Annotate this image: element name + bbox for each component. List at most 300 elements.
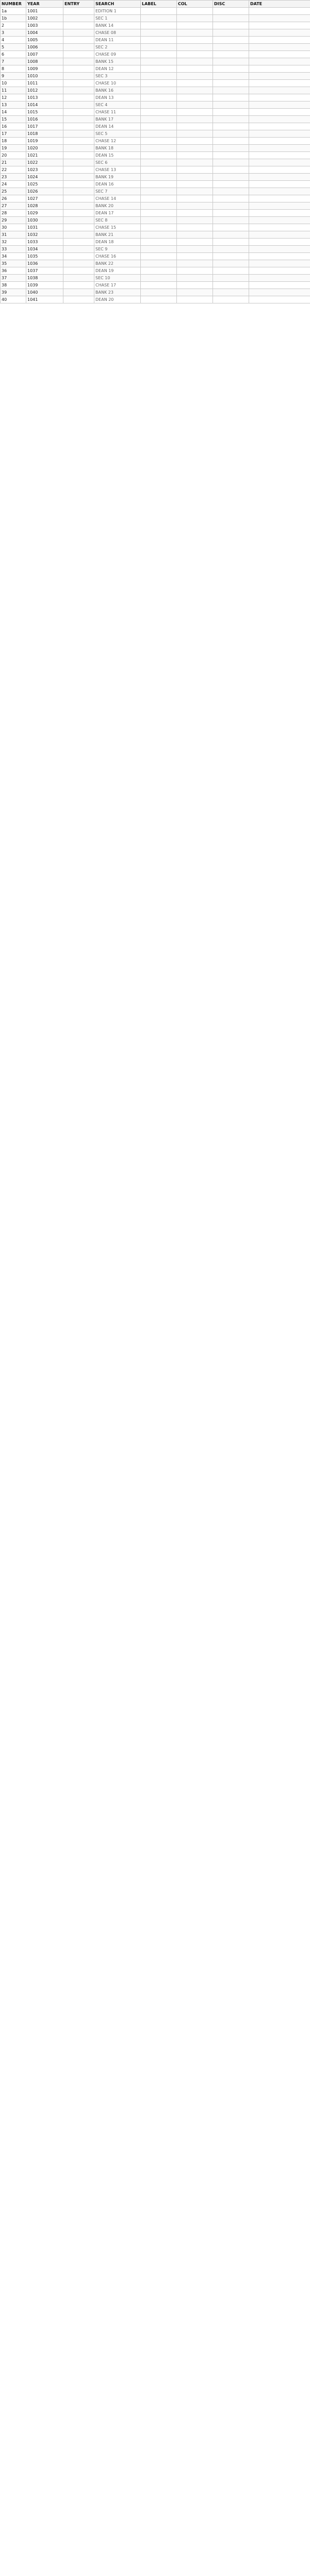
table-cell: [249, 239, 310, 246]
table-cell: [213, 224, 249, 231]
table-cell: [141, 253, 177, 260]
table-cell: [213, 188, 249, 195]
table-cell: 1b: [1, 15, 26, 22]
table-cell: [213, 246, 249, 253]
table-cell: [213, 80, 249, 87]
table-cell: [213, 29, 249, 37]
table-row: [1, 145, 310, 152]
table-cell: CHASE 15: [94, 224, 141, 231]
table-cell: [141, 188, 177, 195]
table-cell: SEC 4: [94, 101, 141, 109]
table-cell: [249, 296, 310, 303]
table-cell: 32: [1, 239, 26, 246]
table-cell: [63, 130, 94, 138]
table-cell: [177, 282, 213, 289]
table-cell: [249, 181, 310, 188]
table-cell: [249, 22, 310, 29]
table-cell: [141, 239, 177, 246]
table-row: [1, 22, 310, 29]
table-cell: [63, 289, 94, 296]
table-cell: [249, 210, 310, 217]
table-cell: [249, 51, 310, 58]
table-cell: 18: [1, 138, 26, 145]
table-cell: 33: [1, 246, 26, 253]
table-cell: [63, 109, 94, 116]
table-cell: 1002: [26, 15, 63, 22]
table-row: [1, 210, 310, 217]
table-row: [1, 188, 310, 195]
table-cell: [213, 296, 249, 303]
table-cell: [213, 109, 249, 116]
table-cell: [177, 123, 213, 130]
table-cell: DEAN 11: [94, 37, 141, 44]
table-cell: [141, 275, 177, 282]
table-cell: CHASE 10: [94, 80, 141, 87]
table-cell: [63, 80, 94, 87]
table-cell: 1013: [26, 94, 63, 101]
table-cell: SEC 9: [94, 246, 141, 253]
table-cell: [177, 8, 213, 15]
table-cell: [213, 94, 249, 101]
table-cell: 1018: [26, 130, 63, 138]
table-cell: [177, 159, 213, 166]
table-cell: CHASE 13: [94, 166, 141, 174]
table-cell: [63, 94, 94, 101]
table-cell: [141, 152, 177, 159]
table-cell: 1039: [26, 282, 63, 289]
table-cell: 1036: [26, 260, 63, 267]
table-cell: 26: [1, 195, 26, 202]
table-cell: SEC 7: [94, 188, 141, 195]
table-cell: [213, 253, 249, 260]
table-cell: [141, 296, 177, 303]
table-cell: [249, 217, 310, 224]
column-header: DATE: [249, 1, 310, 8]
table-cell: [141, 159, 177, 166]
table-cell: [249, 116, 310, 123]
table-cell: [141, 289, 177, 296]
table-row: [1, 29, 310, 37]
table-cell: [141, 282, 177, 289]
table-cell: 1031: [26, 224, 63, 231]
table-cell: [177, 231, 213, 239]
table-cell: 1028: [26, 202, 63, 210]
table-cell: 1016: [26, 116, 63, 123]
table-row: [1, 15, 310, 22]
table-cell: 7: [1, 58, 26, 65]
table-cell: 1001: [26, 8, 63, 15]
table-cell: [249, 94, 310, 101]
table-cell: SEC 10: [94, 275, 141, 282]
table-row: [1, 202, 310, 210]
table-cell: [63, 159, 94, 166]
table-cell: 1007: [26, 51, 63, 58]
table-cell: [141, 181, 177, 188]
table-cell: 1019: [26, 138, 63, 145]
table-cell: [141, 44, 177, 51]
table-row: [1, 80, 310, 87]
table-cell: 1011: [26, 80, 63, 87]
table-cell: [177, 15, 213, 22]
table-cell: [213, 217, 249, 224]
table-cell: [213, 174, 249, 181]
table-cell: 17: [1, 130, 26, 138]
table-cell: [177, 210, 213, 217]
table-cell: [177, 80, 213, 87]
table-cell: [249, 37, 310, 44]
table-cell: [249, 65, 310, 73]
table-cell: BANK 23: [94, 289, 141, 296]
table-cell: 1021: [26, 152, 63, 159]
table-cell: 6: [1, 51, 26, 58]
table-cell: 2: [1, 22, 26, 29]
table-cell: [63, 37, 94, 44]
table-cell: [141, 145, 177, 152]
table-cell: [63, 116, 94, 123]
table-cell: [141, 80, 177, 87]
table-cell: [141, 224, 177, 231]
table-cell: CHASE 14: [94, 195, 141, 202]
table-cell: [213, 202, 249, 210]
table-cell: [63, 253, 94, 260]
table-cell: [63, 275, 94, 282]
table-row: [1, 109, 310, 116]
table-cell: [249, 101, 310, 109]
table-cell: 1040: [26, 289, 63, 296]
table-cell: 25: [1, 188, 26, 195]
table-cell: 9: [1, 73, 26, 80]
table-cell: SEC 2: [94, 44, 141, 51]
table-row: [1, 296, 310, 303]
table-cell: [213, 145, 249, 152]
table-cell: [213, 73, 249, 80]
table-cell: [63, 73, 94, 80]
table-cell: [177, 188, 213, 195]
table-cell: [249, 58, 310, 65]
table-cell: [177, 51, 213, 58]
table-cell: 35: [1, 260, 26, 267]
table-cell: [63, 138, 94, 145]
table-cell: 1015: [26, 109, 63, 116]
table-cell: 1025: [26, 181, 63, 188]
table-cell: [141, 29, 177, 37]
table-cell: DEAN 19: [94, 267, 141, 275]
table-cell: EDITION 1: [94, 8, 141, 15]
table-cell: 30: [1, 224, 26, 231]
table-cell: [141, 231, 177, 239]
table-cell: CHASE 08: [94, 29, 141, 37]
table-cell: [249, 87, 310, 94]
table-cell: BANK 22: [94, 260, 141, 267]
table-cell: [141, 202, 177, 210]
table-cell: CHASE 17: [94, 282, 141, 289]
table-header-row: [1, 1, 310, 8]
table-cell: 1020: [26, 145, 63, 152]
table-cell: [249, 130, 310, 138]
table-cell: [177, 202, 213, 210]
table-cell: SEC 3: [94, 73, 141, 80]
table-cell: [63, 51, 94, 58]
table-cell: DEAN 16: [94, 181, 141, 188]
table-cell: [63, 181, 94, 188]
table-cell: [249, 29, 310, 37]
table-cell: [63, 8, 94, 15]
table-cell: [141, 94, 177, 101]
table-cell: 1003: [26, 22, 63, 29]
table-cell: [177, 260, 213, 267]
table-cell: SEC 6: [94, 159, 141, 166]
table-cell: [213, 15, 249, 22]
table-cell: [141, 138, 177, 145]
table-cell: 1035: [26, 253, 63, 260]
table-cell: [63, 267, 94, 275]
table-cell: DEAN 13: [94, 94, 141, 101]
table-row: [1, 246, 310, 253]
table-cell: [63, 174, 94, 181]
table-row: [1, 239, 310, 246]
table-cell: [63, 296, 94, 303]
table-cell: 4: [1, 37, 26, 44]
table-cell: 1033: [26, 239, 63, 246]
column-header: YEAR: [26, 1, 63, 8]
table-cell: 1024: [26, 174, 63, 181]
table-row: [1, 44, 310, 51]
table-cell: DEAN 17: [94, 210, 141, 217]
table-cell: 1009: [26, 65, 63, 73]
table-cell: [141, 73, 177, 80]
table-cell: BANK 14: [94, 22, 141, 29]
table-cell: [249, 80, 310, 87]
table-cell: [213, 44, 249, 51]
table-cell: DEAN 15: [94, 152, 141, 159]
table-row: [1, 174, 310, 181]
table-cell: 34: [1, 253, 26, 260]
table-cell: [213, 22, 249, 29]
table-cell: 12: [1, 94, 26, 101]
table-cell: 1030: [26, 217, 63, 224]
table-cell: 3: [1, 29, 26, 37]
table-cell: [249, 138, 310, 145]
table-cell: [249, 152, 310, 159]
column-header: DISC: [213, 1, 249, 8]
table-cell: [213, 130, 249, 138]
table-cell: [63, 231, 94, 239]
table-cell: [249, 166, 310, 174]
table-row: [1, 282, 310, 289]
table-cell: [177, 181, 213, 188]
table-cell: [141, 116, 177, 123]
table-cell: [249, 44, 310, 51]
table-row: [1, 260, 310, 267]
table-row: [1, 37, 310, 44]
table-cell: [63, 202, 94, 210]
table-cell: [141, 210, 177, 217]
table-cell: [177, 29, 213, 37]
table-cell: [63, 101, 94, 109]
table-cell: 24: [1, 181, 26, 188]
table-cell: 1004: [26, 29, 63, 37]
table-cell: [213, 260, 249, 267]
table-cell: DEAN 14: [94, 123, 141, 130]
table-cell: [213, 51, 249, 58]
table-row: [1, 289, 310, 296]
table-cell: [177, 275, 213, 282]
table-cell: BANK 19: [94, 174, 141, 181]
table-cell: [177, 22, 213, 29]
table-cell: [141, 22, 177, 29]
table-cell: [177, 246, 213, 253]
table-cell: CHASE 11: [94, 109, 141, 116]
table-cell: [141, 87, 177, 94]
table-cell: [249, 15, 310, 22]
table-cell: [63, 210, 94, 217]
table-cell: [213, 58, 249, 65]
table-cell: [63, 188, 94, 195]
table-cell: [63, 65, 94, 73]
table-cell: [249, 253, 310, 260]
table-cell: 1032: [26, 231, 63, 239]
column-header: LABEL: [141, 1, 177, 8]
table-cell: [249, 231, 310, 239]
table-cell: [177, 174, 213, 181]
table-row: [1, 116, 310, 123]
table-row: [1, 253, 310, 260]
table-cell: [141, 166, 177, 174]
table-cell: BANK 16: [94, 87, 141, 94]
table-cell: [63, 239, 94, 246]
table-cell: 23: [1, 174, 26, 181]
table-cell: [249, 224, 310, 231]
table-row: [1, 123, 310, 130]
table-row: [1, 130, 310, 138]
table-cell: 1008: [26, 58, 63, 65]
table-cell: BANK 21: [94, 231, 141, 239]
table-cell: DEAN 20: [94, 296, 141, 303]
table-cell: 8: [1, 65, 26, 73]
table-cell: [63, 145, 94, 152]
table-cell: [249, 246, 310, 253]
table-cell: [213, 116, 249, 123]
table-cell: 13: [1, 101, 26, 109]
table-cell: [249, 275, 310, 282]
table-cell: [213, 166, 249, 174]
table-cell: [213, 289, 249, 296]
table-cell: [213, 123, 249, 130]
column-header: COL: [177, 1, 213, 8]
table-cell: 19: [1, 145, 26, 152]
table-cell: [63, 217, 94, 224]
table-row: [1, 51, 310, 58]
table-cell: 29: [1, 217, 26, 224]
table-cell: 14: [1, 109, 26, 116]
table-cell: [141, 58, 177, 65]
table-cell: [249, 8, 310, 15]
table-cell: 1010: [26, 73, 63, 80]
table-cell: [177, 289, 213, 296]
table-row: [1, 231, 310, 239]
table-row: [1, 195, 310, 202]
column-header: SEARCH: [94, 1, 141, 8]
table-cell: [63, 166, 94, 174]
table-cell: 20: [1, 152, 26, 159]
table-cell: [141, 65, 177, 73]
table-cell: [141, 8, 177, 15]
table-cell: [63, 123, 94, 130]
table-cell: [177, 145, 213, 152]
table-row: [1, 8, 310, 15]
table-cell: [177, 58, 213, 65]
records-table: [0, 0, 310, 303]
table-cell: [141, 15, 177, 22]
table-cell: [63, 87, 94, 94]
table-cell: 1038: [26, 275, 63, 282]
table-cell: [249, 73, 310, 80]
table-cell: [249, 188, 310, 195]
table-cell: 5: [1, 44, 26, 51]
table-cell: [141, 109, 177, 116]
table-cell: [177, 253, 213, 260]
table-cell: [177, 87, 213, 94]
table-cell: [213, 159, 249, 166]
table-cell: 1026: [26, 188, 63, 195]
table-cell: [177, 109, 213, 116]
table-cell: 1027: [26, 195, 63, 202]
table-cell: [177, 296, 213, 303]
table-cell: [249, 282, 310, 289]
column-header: NUMBER: [1, 1, 26, 8]
table-cell: [63, 58, 94, 65]
table-cell: CHASE 09: [94, 51, 141, 58]
table-cell: [177, 116, 213, 123]
table-cell: 37: [1, 275, 26, 282]
table-row: [1, 138, 310, 145]
table-cell: [249, 123, 310, 130]
table-cell: 21: [1, 159, 26, 166]
table-cell: 1014: [26, 101, 63, 109]
table-cell: [177, 166, 213, 174]
table-cell: [213, 65, 249, 73]
table-cell: [177, 195, 213, 202]
table-cell: [177, 94, 213, 101]
table-cell: [177, 239, 213, 246]
table-cell: 1006: [26, 44, 63, 51]
table-cell: [177, 37, 213, 44]
table-cell: [213, 267, 249, 275]
table-cell: [249, 159, 310, 166]
table-cell: [177, 44, 213, 51]
table-cell: 38: [1, 282, 26, 289]
table-cell: SEC 8: [94, 217, 141, 224]
table-cell: 1023: [26, 166, 63, 174]
table-cell: 1022: [26, 159, 63, 166]
table-cell: [213, 8, 249, 15]
table-cell: CHASE 12: [94, 138, 141, 145]
table-cell: 40: [1, 296, 26, 303]
table-row: [1, 94, 310, 101]
table-cell: 1012: [26, 87, 63, 94]
table-cell: [213, 210, 249, 217]
table-row: [1, 65, 310, 73]
table-cell: [63, 282, 94, 289]
table-cell: [141, 195, 177, 202]
table-cell: [249, 109, 310, 116]
table-row: [1, 58, 310, 65]
table-cell: [63, 224, 94, 231]
table-cell: [63, 29, 94, 37]
table-cell: [63, 246, 94, 253]
table-cell: [249, 260, 310, 267]
table-cell: 11: [1, 87, 26, 94]
